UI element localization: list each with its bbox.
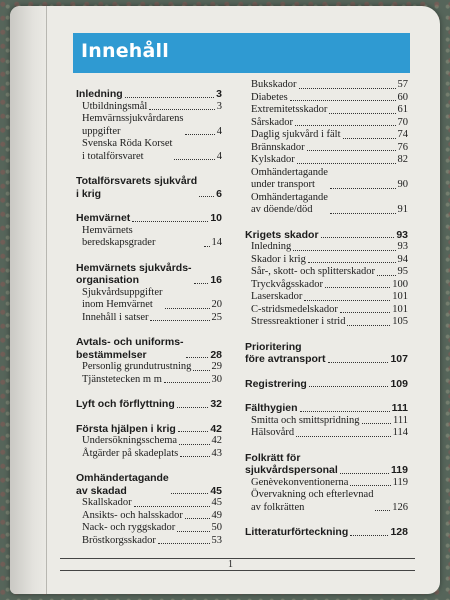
- toc-entry-page: 70: [397, 116, 408, 128]
- toc-entry[interactable]: [245, 154, 408, 167]
- toc-entry-page: 119: [391, 464, 408, 476]
- toc-heading[interactable]: [76, 472, 222, 497]
- toc-heading[interactable]: [245, 526, 408, 539]
- page-number: 1: [228, 559, 233, 570]
- toc-entry-title: Tjänstetecken m m: [82, 373, 162, 385]
- toc-entry-page: 28: [210, 348, 222, 361]
- toc-heading[interactable]: [245, 378, 408, 391]
- dot-leader: [296, 436, 390, 437]
- toc-spacer: [76, 386, 222, 398]
- toc-entry-page: 4: [216, 150, 222, 162]
- toc-heading[interactable]: [76, 175, 222, 200]
- toc-entry-page: 119: [392, 476, 408, 488]
- dot-leader: [330, 213, 396, 214]
- toc-entry[interactable]: [76, 287, 222, 312]
- toc-heading[interactable]: [76, 212, 222, 225]
- toc-entry-page: 30: [211, 373, 222, 385]
- toc-entry-page: 94: [397, 253, 408, 265]
- toc-entry[interactable]: [245, 291, 408, 304]
- toc-entry[interactable]: [245, 266, 408, 279]
- dot-leader: [304, 300, 390, 301]
- toc-spacer: [76, 460, 222, 472]
- toc-entry-title: Brännskador: [251, 141, 305, 153]
- dot-leader: [297, 163, 396, 164]
- dot-leader: [328, 362, 389, 363]
- toc-entry-page: 6: [216, 187, 222, 200]
- dot-leader: [194, 283, 209, 284]
- toc-entry-title: Sår-, skott- och splitterskador: [251, 266, 376, 277]
- toc-heading[interactable]: [245, 402, 408, 415]
- toc-entry-page: 82: [397, 154, 408, 165]
- toc-entry[interactable]: [245, 279, 408, 292]
- toc-entry-page: 109: [390, 377, 408, 390]
- toc-entry-title: Tryckvågsskador: [251, 278, 323, 290]
- toc-entry-title: Kylskador: [251, 154, 295, 165]
- dot-leader: [125, 97, 214, 98]
- toc-entry[interactable]: [245, 117, 408, 130]
- toc-entry[interactable]: [245, 192, 408, 217]
- toc-entry[interactable]: [76, 497, 222, 510]
- dot-leader: [343, 138, 396, 139]
- toc-entry-title: Registrering: [245, 377, 307, 390]
- toc-entry-title: Nack- och ryggskador: [82, 522, 176, 533]
- toc-entry-title: Folkrätt för sjukvårdspersonal: [245, 451, 338, 476]
- toc-entry-page: 93: [397, 241, 408, 252]
- toc-entry-page: 43: [211, 447, 222, 459]
- page-title: Innehåll: [81, 40, 169, 62]
- toc-spacer: [76, 200, 222, 212]
- toc-entry-title: Hälsovård: [251, 427, 295, 438]
- toc-entry-page: 45: [210, 484, 222, 497]
- toc-entry-page: 16: [210, 274, 222, 286]
- toc-entry[interactable]: [76, 225, 222, 250]
- toc-spacer: [245, 514, 408, 526]
- toc-spacer: [76, 324, 222, 336]
- dot-leader: [174, 159, 214, 160]
- toc-entry-title: Hemvärnets sjukvårds- organisation: [76, 261, 192, 286]
- toc-entry-title: Stressreaktioner i strid: [251, 316, 346, 327]
- toc-entry-title: Omhändertagande under transport: [251, 166, 328, 190]
- dot-leader: [293, 250, 395, 251]
- toc-entry-page: 60: [397, 91, 408, 103]
- spine-edge: [46, 6, 47, 594]
- toc-entry[interactable]: [245, 241, 408, 254]
- toc-entry-title: Totalförsvarets sjukvård i krig: [76, 175, 198, 200]
- booklet-spine: [10, 6, 48, 594]
- toc-entry-page: 14: [211, 237, 222, 248]
- dot-leader: [299, 88, 396, 89]
- dot-leader: [347, 325, 390, 326]
- toc-entry-page: 101: [392, 291, 408, 302]
- dot-leader: [340, 473, 389, 474]
- toc-right-column: [245, 79, 408, 539]
- dot-leader: [340, 312, 390, 313]
- toc-entry[interactable]: [245, 129, 408, 142]
- toc-entry-title: Bukskador: [251, 79, 297, 90]
- toc-entry-title: C-stridsmedelskador: [251, 303, 338, 315]
- dot-leader: [330, 188, 396, 189]
- toc-entry-page: 107: [390, 353, 408, 365]
- toc-heading[interactable]: [76, 262, 222, 287]
- toc-entry-title: Hemvärnets beredskapsgrader: [82, 224, 156, 248]
- dot-leader: [178, 431, 209, 432]
- toc-entry-page: 93: [396, 228, 408, 241]
- toc-spacer: [245, 217, 408, 229]
- toc-entry-page: 53: [211, 534, 222, 546]
- dot-leader: [177, 407, 209, 408]
- dot-leader: [308, 262, 396, 263]
- toc-entry-page: 61: [397, 104, 408, 115]
- dot-leader: [150, 320, 209, 321]
- toc-entry[interactable]: [245, 304, 408, 317]
- dot-leader: [186, 357, 209, 358]
- toc-spacer: [245, 390, 408, 402]
- toc-entry-title: Genèvekonventionerna: [251, 476, 349, 488]
- toc-entry-page: 32: [210, 398, 222, 410]
- toc-spacer: [76, 411, 222, 423]
- toc-spacer: [76, 250, 222, 262]
- toc-entry-title: Litteraturförteckning: [245, 526, 349, 538]
- dot-leader: [134, 506, 210, 507]
- toc-entry-page: 100: [392, 278, 408, 290]
- dot-leader: [179, 444, 209, 445]
- toc-heading[interactable]: [245, 229, 408, 242]
- toc-entry-page: 42: [210, 422, 222, 435]
- toc-entry-title: Extremitetsskador: [251, 104, 328, 115]
- toc-entry[interactable]: [245, 427, 408, 440]
- toc-entry-page: 74: [397, 129, 408, 140]
- toc-entry[interactable]: [245, 79, 408, 92]
- toc-entry-title: Lyft och förflyttning: [76, 398, 175, 410]
- toc-entry[interactable]: [76, 312, 222, 325]
- toc-heading[interactable]: [76, 398, 222, 411]
- toc-entry-page: 114: [392, 427, 408, 438]
- toc-entry-page: 128: [390, 526, 408, 538]
- toc-entry-page: 4: [216, 125, 222, 137]
- toc-spacer: [245, 440, 408, 452]
- dot-leader: [185, 134, 214, 135]
- dot-leader: [132, 221, 208, 222]
- toc-entry-title: Skador i krig: [251, 253, 306, 265]
- dot-leader: [377, 275, 395, 276]
- toc-entry-title: Fälthygien: [245, 402, 298, 414]
- toc-entry[interactable]: [245, 142, 408, 155]
- dot-leader: [329, 113, 395, 114]
- toc-entry-page: 50: [211, 522, 222, 533]
- toc-entry-page: 57: [397, 79, 408, 90]
- dot-leader: [204, 246, 210, 247]
- dot-leader: [164, 382, 210, 383]
- toc-entry-title: Svenska Röda Korset i totalförsvaret: [82, 138, 173, 162]
- toc-entry-page: 25: [211, 311, 222, 323]
- toc-entry[interactable]: [245, 415, 408, 428]
- toc-entry-title: Ansikts- och halsskador: [82, 509, 183, 521]
- toc-entry[interactable]: [76, 435, 222, 448]
- toc-entry[interactable]: [245, 316, 408, 329]
- toc-entry-page: 49: [211, 509, 222, 521]
- dot-leader: [321, 237, 395, 238]
- toc-entry-page: 126: [392, 501, 408, 513]
- toc-entry-title: Omhändertagande av skadad: [76, 472, 169, 497]
- toc-entry-page: 3: [216, 100, 222, 112]
- toc-heading[interactable]: [76, 88, 222, 101]
- footer-rule-bottom: [60, 570, 415, 571]
- dot-leader: [350, 535, 388, 536]
- toc-entry-title: Daglig sjukvård i fält: [251, 129, 341, 140]
- dot-leader: [193, 370, 209, 371]
- toc-spacer: [76, 163, 222, 175]
- toc-entry-title: Övervakning och efterlevnad av folkrätten: [251, 489, 374, 513]
- toc-entry[interactable]: [245, 254, 408, 267]
- toc-entry-page: 10: [210, 212, 222, 224]
- toc-entry-title: Hemvärnet: [76, 212, 131, 224]
- dot-leader: [362, 423, 392, 424]
- toc-entry-page: 105: [392, 316, 408, 327]
- toc-entry-title: Prioritering före avtransport: [245, 340, 326, 365]
- toc-entry-title: Åtgärder på skadeplats: [82, 447, 179, 459]
- toc-entry-title: Diabetes: [251, 91, 288, 103]
- dot-leader: [300, 411, 390, 412]
- toc-entry-page: 20: [211, 299, 222, 310]
- dot-leader: [180, 456, 209, 457]
- toc-entry-page: 45: [211, 497, 222, 508]
- toc-entry-page: 42: [211, 435, 222, 446]
- toc-entry-page: 95: [397, 266, 408, 277]
- toc-entry[interactable]: [76, 535, 222, 548]
- toc-entry-title: Smitta och smittspridning: [251, 414, 360, 426]
- toc-entry-title: Undersökningsschema: [82, 435, 178, 446]
- toc-spacer: [245, 366, 408, 378]
- dot-leader: [185, 518, 210, 519]
- dot-leader: [350, 485, 390, 486]
- toc-spacer: [245, 329, 408, 341]
- toc-entry-title: Laserskador: [251, 291, 303, 302]
- toc-entry[interactable]: [76, 113, 222, 138]
- toc-entry-page: 76: [397, 141, 408, 153]
- toc-entry-page: 111: [393, 414, 408, 426]
- toc-entry-title: Bröstkorgsskador: [82, 534, 156, 546]
- dot-leader: [177, 531, 209, 532]
- toc-entry-title: Sårskador: [251, 116, 293, 128]
- dot-leader: [295, 125, 396, 126]
- toc-entry[interactable]: [245, 489, 408, 514]
- dot-leader: [309, 386, 389, 387]
- toc-entry-title: Hemvärnssjukvårdarens uppgifter: [82, 113, 184, 137]
- toc-entry-title: Första hjälpen i krig: [76, 422, 176, 435]
- toc-entry[interactable]: [76, 374, 222, 387]
- title-banner: [73, 33, 410, 73]
- toc-entry[interactable]: [76, 510, 222, 523]
- toc-entry-page: 91: [397, 204, 408, 215]
- toc-entry[interactable]: [76, 448, 222, 461]
- toc-entry[interactable]: [245, 92, 408, 105]
- dot-leader: [199, 196, 214, 197]
- toc-heading[interactable]: [245, 452, 408, 477]
- toc-entry-title: Personlig grundutrustning: [82, 361, 192, 372]
- toc-entry-title: Omhändertagande av döende/död: [251, 191, 328, 215]
- toc-entry[interactable]: [245, 477, 408, 490]
- dot-leader: [165, 308, 210, 309]
- toc-heading[interactable]: [76, 423, 222, 436]
- toc-entry-title: Innehåll i satser: [82, 311, 149, 323]
- toc-entry-title: Skallskador: [82, 497, 132, 508]
- dot-leader: [158, 543, 210, 544]
- toc-heading[interactable]: [245, 341, 408, 366]
- toc-entry[interactable]: [76, 361, 222, 374]
- toc-entry[interactable]: [76, 138, 222, 163]
- toc-entry-title: Avtals- och uniforms- bestämmelser: [76, 336, 184, 361]
- toc-left-column: [76, 88, 222, 547]
- dot-leader: [325, 287, 390, 288]
- footer-rule-top: [60, 558, 415, 559]
- dot-leader: [307, 150, 396, 151]
- toc-entry-title: Sjukvårdsuppgifter inom Hemvärnet: [82, 286, 163, 310]
- toc-entry-page: 90: [397, 179, 408, 190]
- toc-heading[interactable]: [76, 336, 222, 361]
- toc-entry-title: Inledning: [76, 88, 123, 100]
- dot-leader: [149, 109, 214, 110]
- toc-entry-page: 111: [391, 402, 408, 414]
- toc-entry-title: Krigets skador: [245, 228, 319, 241]
- toc-entry-page: 29: [211, 361, 222, 372]
- dot-leader: [375, 510, 390, 511]
- toc-entry-title: Inledning: [251, 241, 292, 252]
- toc-entry[interactable]: [76, 522, 222, 535]
- toc-entry-page: 101: [392, 303, 408, 315]
- dot-leader: [290, 100, 396, 101]
- toc-entry[interactable]: [245, 167, 408, 192]
- toc-entry[interactable]: [245, 104, 408, 117]
- toc-entry[interactable]: [76, 101, 222, 114]
- toc-entry-title: Utbildningsmål: [82, 100, 148, 112]
- dot-leader: [171, 493, 209, 494]
- toc-entry-page: 3: [216, 88, 222, 100]
